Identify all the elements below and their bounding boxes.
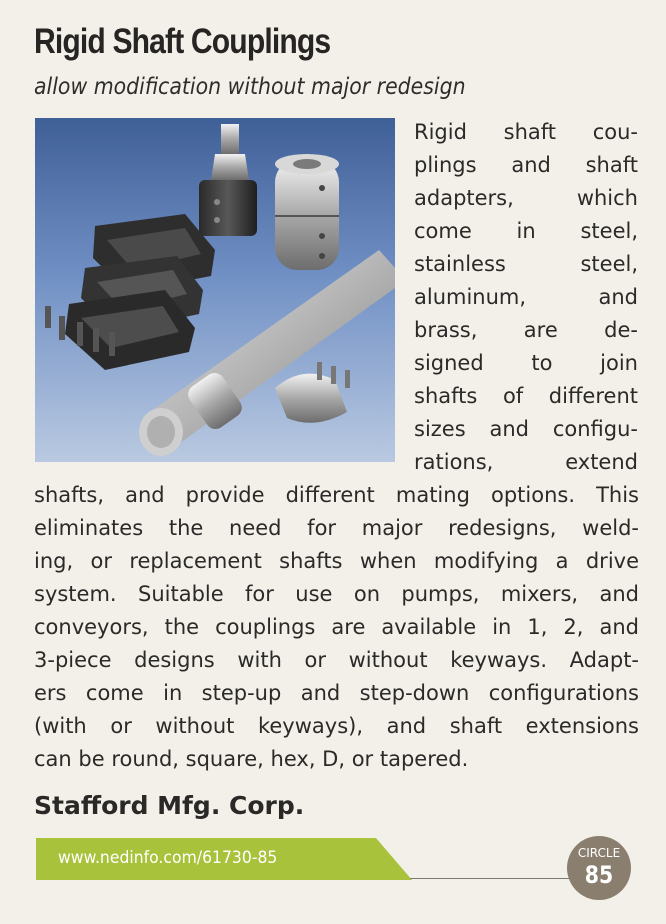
body-text-line: ing, or replacement shafts when modifying a drive (34, 549, 639, 573)
body-text-line: shafts of different (414, 384, 638, 408)
body-text-line: rations, extend (414, 450, 638, 474)
body-text-line: adapters, which (414, 186, 638, 210)
body-text-line: system. Suitable for use on pumps, mixers, and (34, 582, 639, 606)
body-text-line: 3-piece designs with or without keyways. Adapt- (34, 648, 639, 672)
circle-badge-number: 85 (584, 861, 614, 889)
body-text-line: stainless steel, (414, 252, 638, 276)
article-title: Rigid Shaft Couplings (34, 22, 331, 61)
article-subtitle: allow modification without major redesign (34, 74, 466, 100)
body-text-line: eliminates the need for major redesigns, weld- (34, 516, 639, 540)
body-text-line: aluminum, and (414, 285, 638, 309)
body-text-line: plings and shaft (414, 153, 638, 177)
product-photo (35, 118, 395, 462)
product-url-link[interactable]: www.nedinfo.com/61730-85 (58, 848, 278, 868)
body-text-line: brass, are de- (414, 318, 638, 342)
body-text-line: ers come in step-up and step-down configurations (34, 681, 639, 705)
body-text-line: sizes and configu- (414, 417, 638, 441)
body-text-line: (with or without keyways), and shaft extensions (34, 714, 639, 738)
body-text-line: conveyors, the couplings are available in 1, 2, and (34, 615, 639, 639)
body-text-line: Rigid shaft cou- (414, 120, 638, 144)
body-text-line: can be round, square, hex, D, or tapered. (34, 747, 469, 771)
body-text-line: come in steel, (414, 219, 638, 243)
body-text-line: shafts, and provide different mating options. This (34, 483, 639, 507)
body-text-line: signed to join (414, 351, 638, 375)
company-name: Stafford Mfg. Corp. (34, 791, 305, 820)
circle-badge-label: CIRCLE (577, 846, 621, 860)
